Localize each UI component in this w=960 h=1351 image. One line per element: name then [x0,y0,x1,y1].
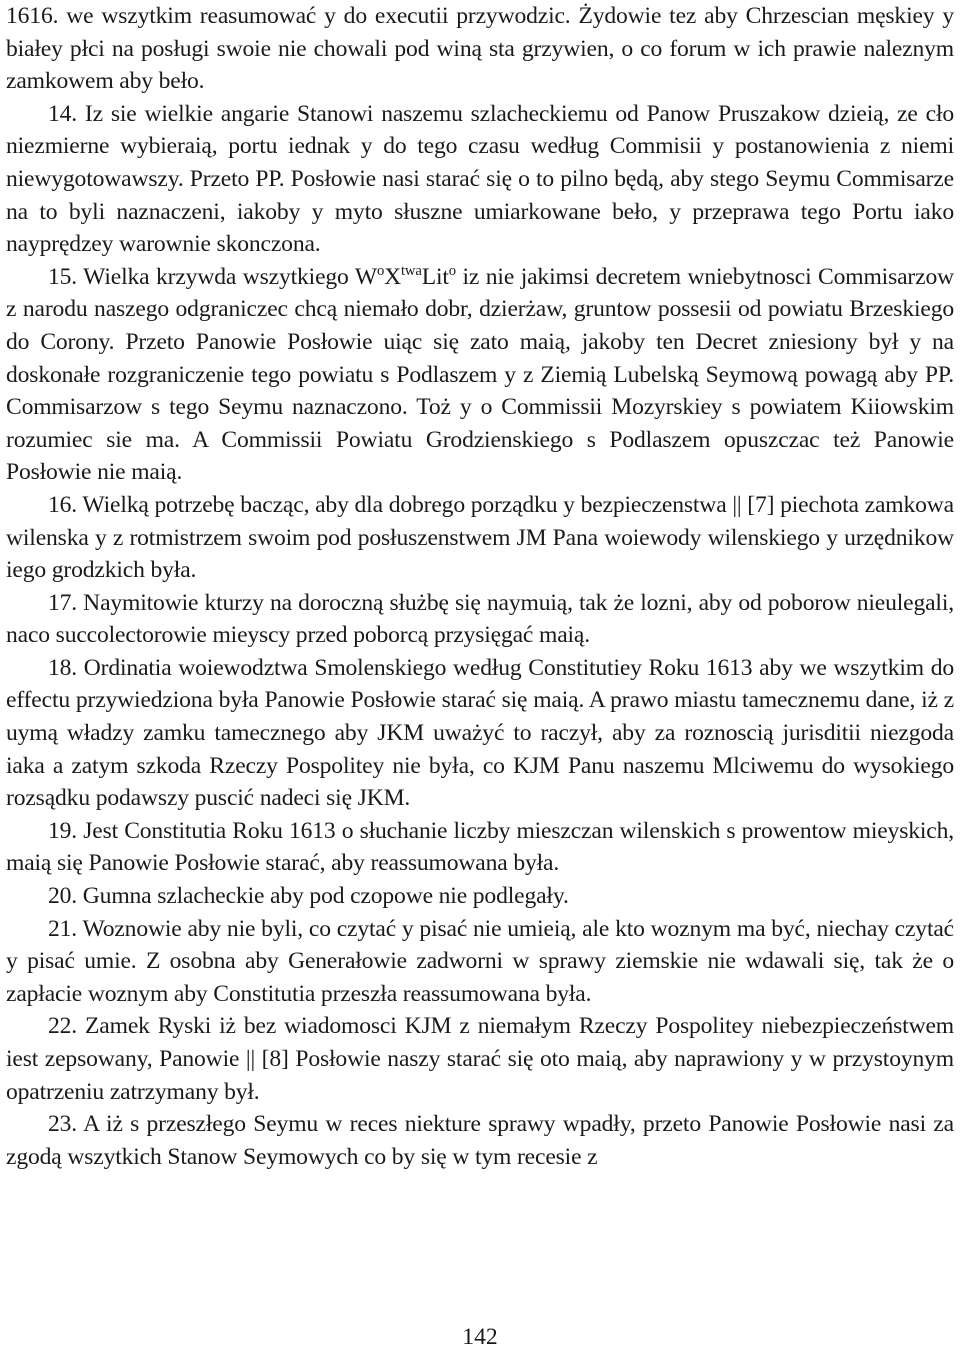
paragraph-14: 14. Iz sie wielkie angarie Stanowi naszemu szlacheckiemu od Panow Pruszakow dzieią, ze cło niezmierne wybieraią, portu iednak y do tego czasu według Commisii y postanowienia z niemi niewygotowawszy. Przeto PP. Posłowie nasi starać się o to pilno będą, aby stego Seymu Commisarze na to byli naznaczeni, iakoby y myto słuszne umiarkowane beło, y przeprawa tego Portu iako nayprędzey warownie skonczona. [6,100,954,258]
paragraph-16: 16. Wielką potrzebę bacząc, aby dla dobrego porządku y bezpieczenstwa || [7] piechota zamkowa wilenska y z rotmistrzem swoim pod posłuszenstwem JM Pana woiewody wilenskiego y urzędnikow iego grodzkich była. [6,491,954,584]
document-body [6,0,954,1173]
paragraph-17: 17. Naymitowie kturzy na doroczną służbę się naymuią, tak że lozni, aby od poborow nieulegali, naco succolectorowie mieyscy przed poborcą przysięgać maią. [6,589,954,649]
superscript-twa: twa [401,262,422,279]
paragraph-1616: 1616. we wszytkim reasumować y do executii przywodzic. Żydowie tez aby Chrzescian męskiey y białey płci na posługi swoie nie chowali pod winą sta grzywien, o co forum w ich prawie naleznym zamkowem aby beło. [6,3,954,95]
paragraph-21: 21. Woznowie aby nie byli, co czytać y pisać nie umieią, ale kto woznym ma być, niechay czytać y pisać umie. Z osobna aby Generałowie zadworni w sprawy ziemskie nie wdawali się, tak że o zapłacie woznym aby Constitutia przeszła reassumowana była. [6,915,954,1007]
paragraph-20: 20. Gumna szlacheckie aby pod czopowe nie podlegały. [48,883,569,910]
superscript-o: o [448,262,456,279]
paragraph-22: 22. Zamek Ryski iż bez wiadomosci KJM z niemałym Rzeczy Pospolitey niebezpieczeństwem iest zepsowany, Panowie || [8] Posłowie naszy starać się oto maią, aby naprawiony y w przystoynym opatrzeniu zatrzymany był. [6,1013,954,1105]
paragraph-18: 18. Ordinatia woiewodztwa Smolenskiego według Constitutiey Roku 1613 aby we wszytkim do effectu przywiedziona była Panowie Posłowie starać się maią. A prawo miastu tamecznemu dane, iż z uymą władzy zamku tamecznego aby JKM uważyć to raczył, aby za roznoscią jurisditii niezgoda iaka a zatym szkoda Rzeczy Pospolitey nie była, co KJM Panu naszemu Mlciwemu do wysokiego rozsądku podawszy puscić nadeci się JKM. [6,654,954,812]
paragraph-23: 23. A iż s przeszłego Seymu w reces niekture sprawy wpadły, przeto Panowie Posłowie nasi za zgodą wszytkich Stanow Seymowych co by się w tym recesie z [6,1111,954,1170]
superscript-o: o [376,262,385,279]
paragraph-19: 19. Jest Constitutia Roku 1613 o słuchanie liczby mieszczan wilenskich s prowentow mieyskich, maią się Panowie Posłowie starać, aby reassumowana była. [6,817,954,877]
paragraph-15: 15. Wielka krzywda wszytkiego $W^oX^{twa}Lit^o$ iz nie jakimsi decretem wniebytnosci Commisarzow z narodu naszego odgraniczec chcą niemało dobr, dzierżaw, gruntow possesii od powiatu Brzeskiego do Corony. Przeto Panowie Posłowie uiąc się zato maią, jakoby ten Decret zniesiony był y na doskonałe rozgraniczenie tego powiatu s Podlaszem y z Ziemią Lubelską Seymową powagą aby PP. Commisarzow s tego Seymu naznaczono. Toż y o Commissii Mozyrskiey s powiatem Kiiowskim rozumiec sie ma. A Commissii Powiatu Grodzienskiego s Podlaszem opuszczac też Panowie Posłowie nie maią. [6,262,954,486]
page-number: 142 [462,1324,498,1350]
